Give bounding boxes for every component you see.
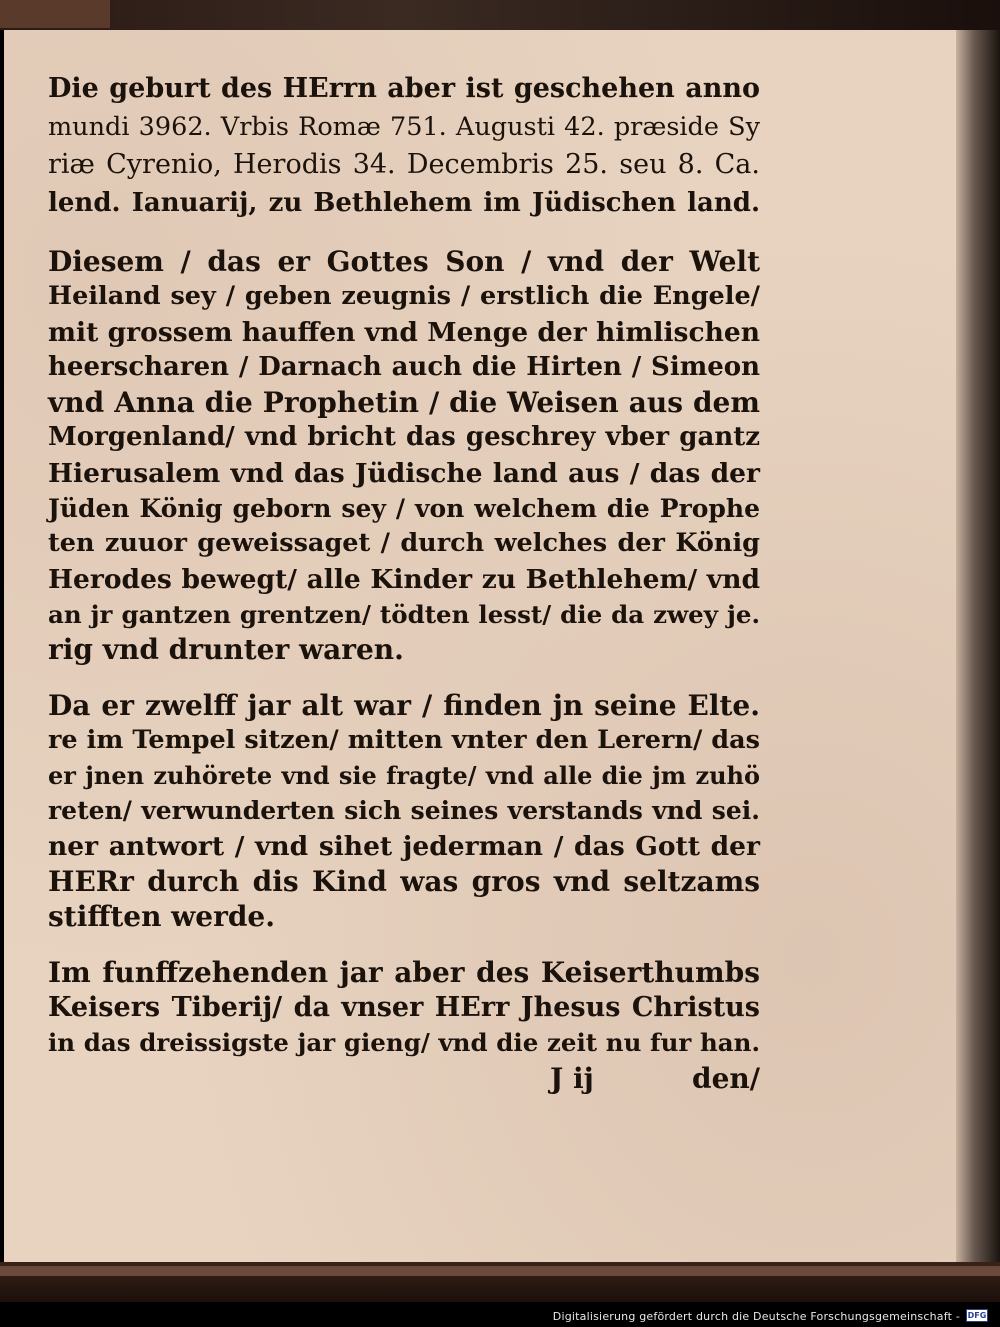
text-line: Morgenland/ vnd bricht das geschrey vber gantz: [48, 422, 760, 453]
text-line: rig vnd drunter waren.: [48, 633, 404, 667]
paragraph-tiberius: [48, 955, 760, 1061]
page-corner-shadow: [0, 0, 110, 28]
text-line: re im Tempel sitzen/ mitten vnter den Lerern/ das: [48, 724, 760, 755]
paragraph-witnesses: [48, 244, 760, 668]
text-line: Keisers Tiberij/ da vnser HErr Jhesus Christus: [48, 991, 760, 1023]
text-line: Jüden König geborn sey / von welchem die Prophe: [48, 494, 760, 524]
text-line: stifften werde.: [48, 900, 275, 934]
text-line: heerscharen / Darnach auch die Hirten / Simeon: [48, 351, 760, 382]
page-top-edge: [0, 0, 1000, 30]
text-line: er jnen zuhörete vnd sie fragte/ vnd alle die jm zuhö: [48, 761, 760, 791]
text-line: Im funffzehenden jar aber des Keiserthumbs: [48, 955, 760, 989]
text-line: Heiland sey / geben zeugnis / erstlich die Engele/: [48, 281, 760, 312]
paragraph-birth: [48, 70, 760, 222]
text-line: Herodes bewegt/ alle Kinder zu Bethlehem/ vnd: [48, 563, 760, 595]
text-line: ner antwort / vnd sihet jederman / das Gott der: [48, 830, 760, 862]
page-bottom-edge: [0, 1262, 1000, 1302]
text-line: ten zuuor geweissaget / durch welches der König: [48, 528, 760, 559]
page-fore-edge: [956, 30, 1000, 1262]
text-line: reten/ verwunderten sich seines verstands vnd sei.: [48, 796, 760, 826]
text-line: an jr gantzen grentzen/ tödten lesst/ die da zwey je.: [48, 599, 760, 629]
text-line: mundi 3962. Vrbis Romæ 751. Augusti 42. præside Sy: [48, 112, 760, 142]
text-line: riæ Cyrenio, Herodis 34. Decembris 25. seu 8. Ca.: [48, 149, 760, 180]
signature-mark: J ij: [550, 1061, 594, 1095]
text-line: Die geburt des HErrn aber ist geschehen anno: [48, 73, 760, 104]
digitization-credit: Digitalisierung gefördert durch die Deutsche Forschungsgemeinschaft -: [552, 1310, 960, 1323]
text-line: Diesem / das er Gottes Son / vnd der Welt: [48, 245, 760, 278]
paragraph-temple: [48, 688, 760, 935]
catchword: den/: [692, 1061, 760, 1095]
text-line: vnd Anna die Prophetin / die Weisen aus dem: [48, 386, 760, 420]
text-line: Da er zwelff jar alt war / finden jn seine Elte.: [48, 688, 760, 722]
binding-strip: [0, 1266, 1000, 1276]
page-text: [48, 70, 760, 1097]
page-footer-line: [48, 1061, 760, 1097]
text-line: mit grossem hauffen vnd Menge der himlischen: [48, 316, 760, 348]
text-line: in das dreissigste jar gieng/ vnd die zeit nu fur han.: [48, 1028, 760, 1058]
text-line: lend. Ianuarij, zu Bethlehem im Jüdischen land.: [48, 188, 760, 218]
text-line: HERr durch dis Kind was gros vnd seltzams: [48, 865, 760, 899]
text-line: Hierusalem vnd das Jüdische land aus / das der: [48, 457, 760, 489]
dfg-logo: DFG: [967, 1311, 987, 1320]
